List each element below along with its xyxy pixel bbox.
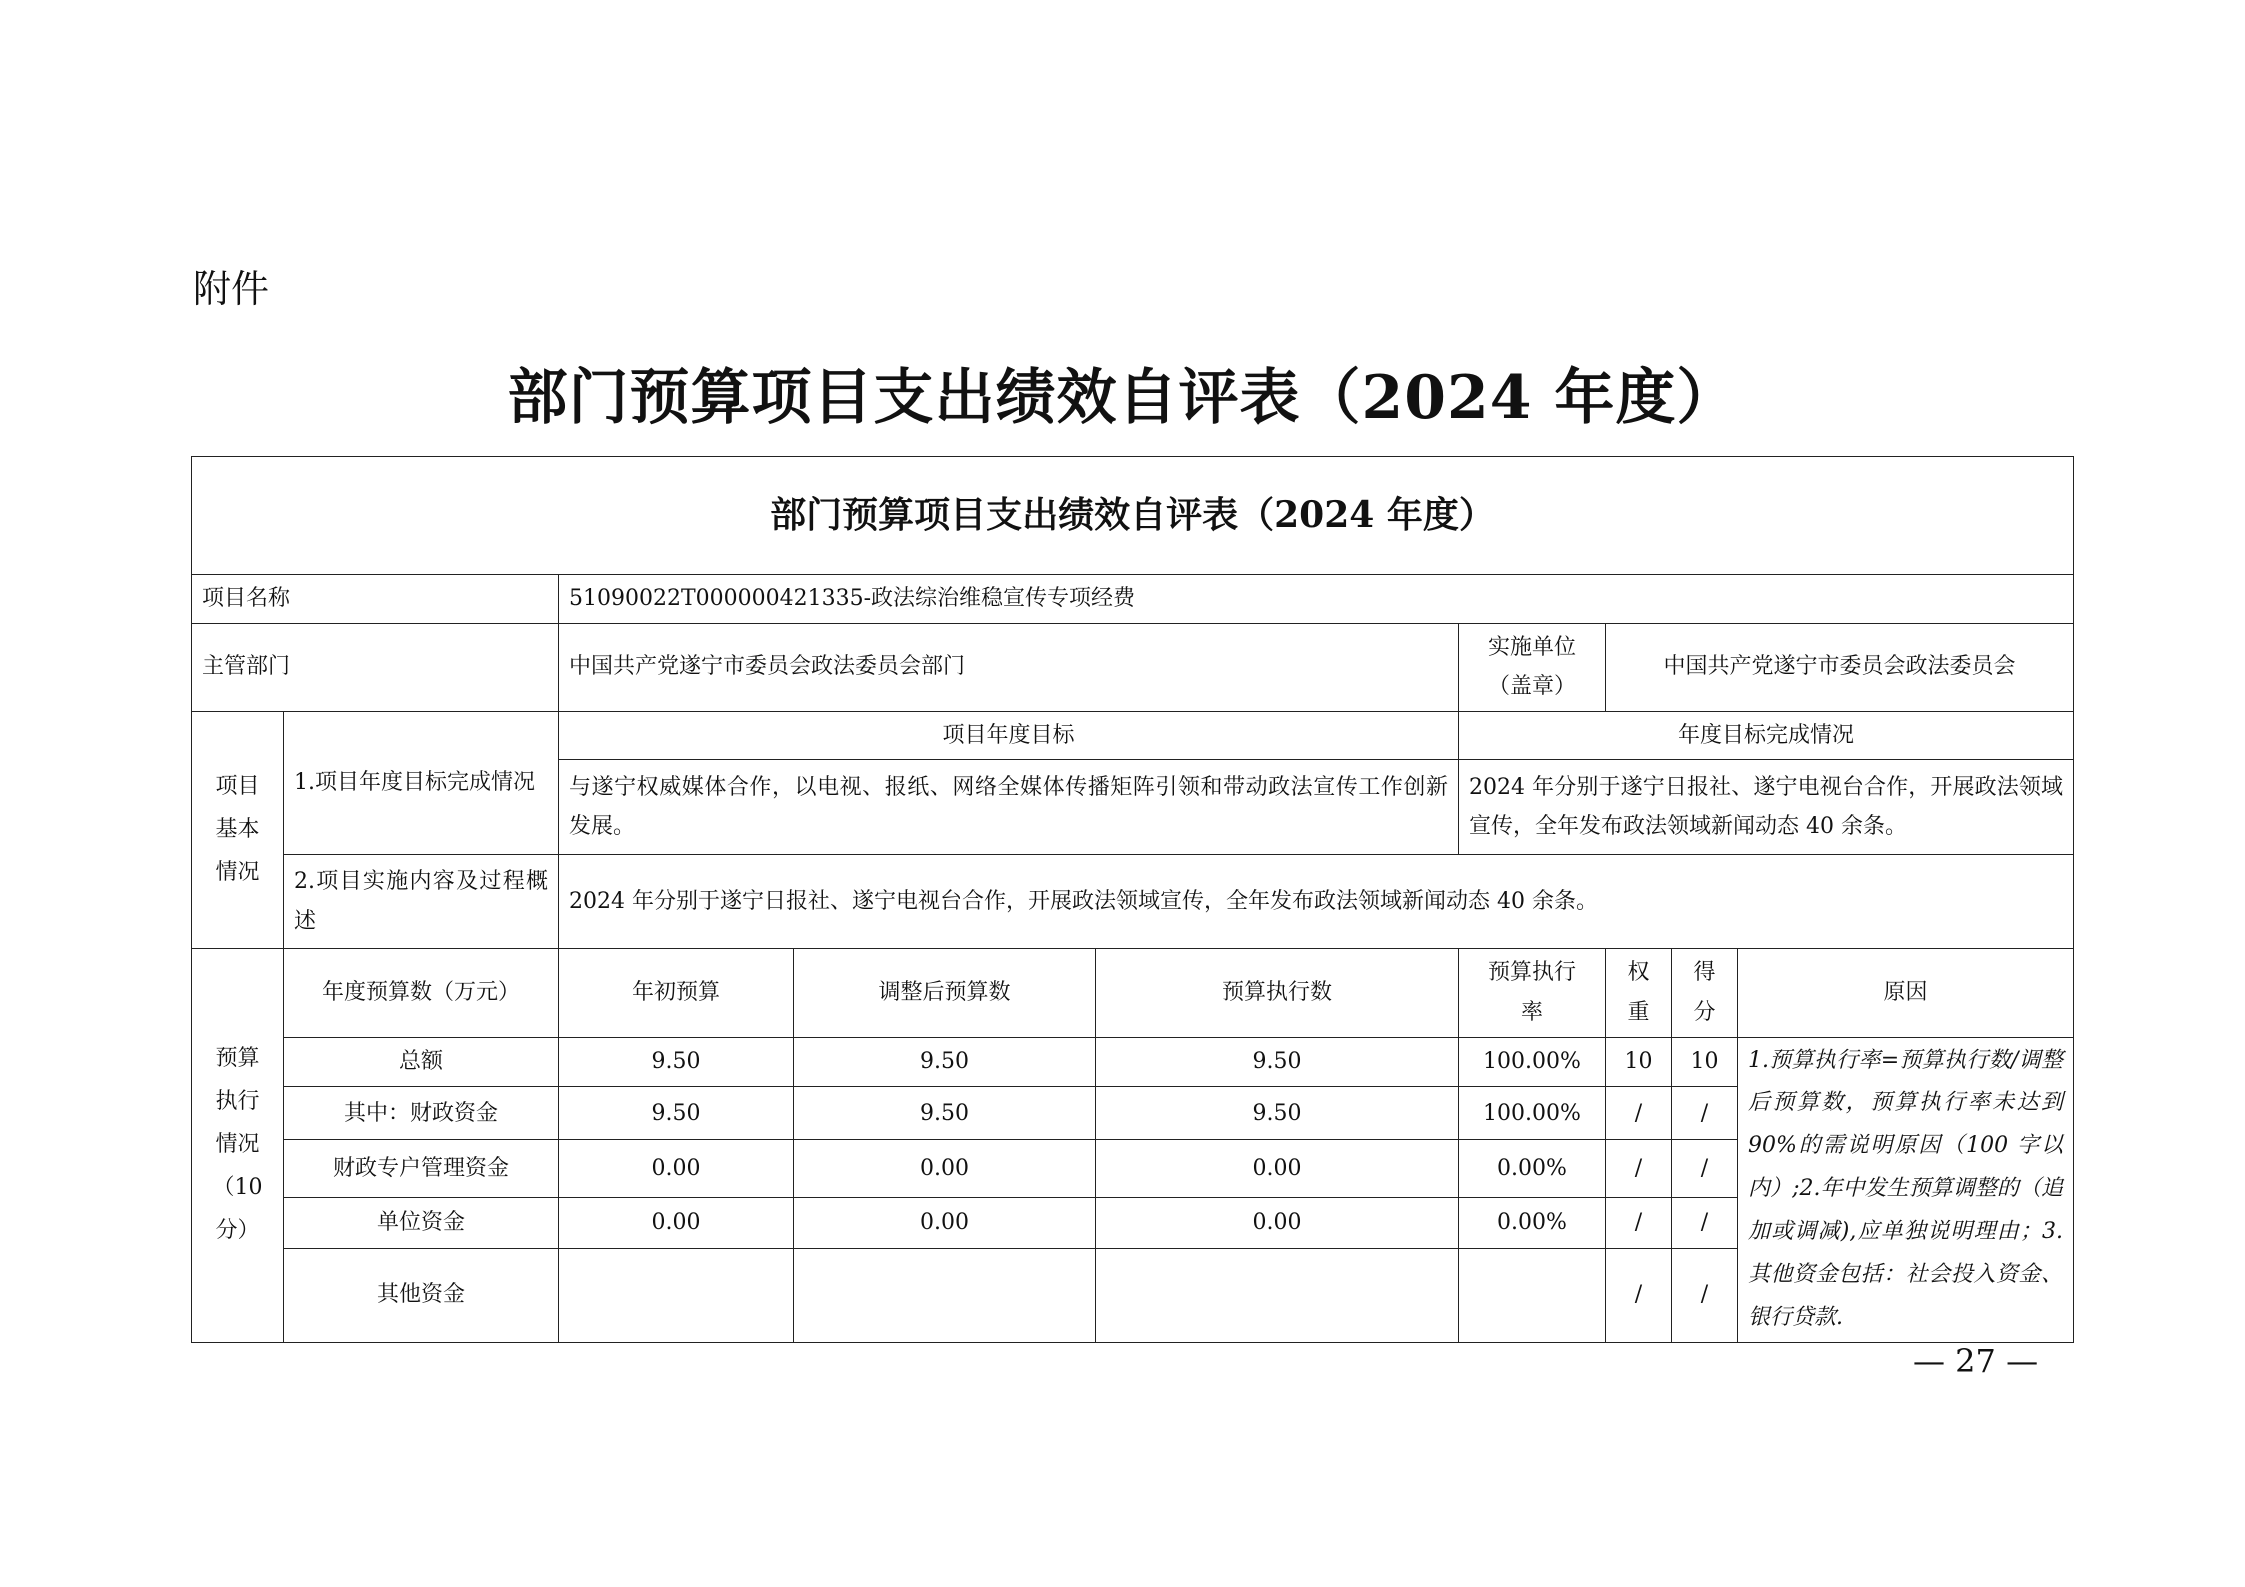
row-initial: 9.50 (559, 1087, 794, 1140)
basic-label-line: 基本 (215, 816, 260, 842)
impl-unit-value: 中国共产党遂宁市委员会政法委员会 (1606, 623, 2074, 711)
header-adjusted: 调整后预算数 (794, 949, 1096, 1037)
header-rate-line2: 率 (1520, 999, 1543, 1025)
budget-label-line: 执行 (215, 1089, 260, 1115)
row-rate: 100.00% (1459, 1037, 1606, 1087)
attachment-label: 附件 (193, 267, 270, 311)
row-adjusted: 9.50 (794, 1037, 1096, 1087)
row-initial: 9.50 (559, 1037, 794, 1087)
project-name-value: 51090022T000000421335-政法综治维稳宣传专项经费 (559, 575, 2074, 624)
basic-label-line: 项目 (215, 773, 260, 799)
page-title: 部门预算项目支出绩效自评表（2024 年度） (507, 363, 1738, 433)
header-annual-budget: 年度预算数（万元） (284, 949, 559, 1037)
row-executed: 0.00 (1096, 1197, 1459, 1248)
row-weight: 10 (1606, 1037, 1672, 1087)
row-name: 总额 (284, 1037, 559, 1087)
row-name: 其中：财政资金 (284, 1087, 559, 1140)
row-initial (559, 1248, 794, 1342)
reason-text: 1.预算执行率=预算执行数/调整后预算数，预算执行率未达到90%的需说明原因（100 字以内）;2.年中发生预算调整的（追加或调减),应单独说明理由；3.其他资金包括：社会投入资金、银行贷款. (1738, 1037, 2074, 1342)
page-number: — 27 — (1913, 1342, 2039, 1380)
budget-label-line: （10 (212, 1175, 263, 1201)
budget-label-line: 情况 (215, 1132, 260, 1158)
row-weight: / (1606, 1140, 1672, 1197)
row-adjusted: 0.00 (794, 1197, 1096, 1248)
header-reason: 原因 (1738, 949, 2074, 1037)
row-rate: 0.00% (1459, 1197, 1606, 1248)
header-rate-line1: 预算执行 (1487, 960, 1576, 986)
budget-execution-label (192, 949, 284, 1342)
self-evaluation-table (191, 456, 2074, 1343)
row-weight: / (1606, 1197, 1672, 1248)
row-executed (1096, 1248, 1459, 1342)
header-initial: 年初预算 (559, 949, 794, 1037)
row-rate: 0.00% (1459, 1140, 1606, 1197)
implementation-label: 2.项目实施内容及过程概述 (284, 855, 559, 949)
row-name: 其他资金 (284, 1248, 559, 1342)
header-weight-line2: 重 (1627, 999, 1650, 1025)
row-name: 财政专户管理资金 (284, 1140, 559, 1197)
row-rate: 100.00% (1459, 1087, 1606, 1140)
impl-unit-label (1459, 623, 1606, 711)
row-executed: 0.00 (1096, 1140, 1459, 1197)
budget-label-line: 预算 (215, 1046, 260, 1072)
row-adjusted: 9.50 (794, 1087, 1096, 1140)
row-weight: / (1606, 1248, 1672, 1342)
row-executed: 9.50 (1096, 1037, 1459, 1087)
row-initial: 0.00 (559, 1140, 794, 1197)
header-executed: 预算执行数 (1096, 949, 1459, 1037)
annual-goal-text: 与遂宁权威媒体合作，以电视、报纸、网络全媒体传播矩阵引领和带动政法宣传工作创新发展。 (559, 760, 1459, 855)
annual-goal-header: 项目年度目标 (559, 711, 1459, 760)
header-rate (1459, 949, 1606, 1037)
goal-completion-header: 年度目标完成情况 (1459, 711, 2074, 760)
basic-info-label (192, 711, 284, 949)
row-score: / (1672, 1087, 1738, 1140)
row-rate (1459, 1248, 1606, 1342)
row-score: 10 (1672, 1037, 1738, 1087)
table-title: 部门预算项目支出绩效自评表（2024 年度） (192, 457, 2074, 575)
row-name: 单位资金 (284, 1197, 559, 1248)
implementation-text: 2024 年分别于遂宁日报社、遂宁电视台合作，开展政法领域宣传，全年发布政法领域新闻动态 40 余条。 (559, 855, 2074, 949)
project-name-label: 项目名称 (192, 575, 559, 624)
budget-label-line: 分） (215, 1217, 260, 1243)
row-initial: 0.00 (559, 1197, 794, 1248)
header-weight-line1: 权 (1627, 960, 1650, 986)
basic-label-line: 情况 (215, 859, 260, 885)
table-row (192, 1037, 2074, 1087)
header-weight (1606, 949, 1672, 1037)
department-label: 主管部门 (192, 623, 559, 711)
row-executed: 9.50 (1096, 1087, 1459, 1140)
header-score-line2: 分 (1693, 999, 1716, 1025)
goal-completion-label: 1.项目年度目标完成情况 (284, 711, 559, 855)
header-score (1672, 949, 1738, 1037)
row-score: / (1672, 1248, 1738, 1342)
impl-unit-label-line2: （盖章） (1487, 674, 1576, 700)
goal-completion-text: 2024 年分别于遂宁日报社、遂宁电视台合作，开展政法领域宣传，全年发布政法领域新闻动态 40 余条。 (1459, 760, 2074, 855)
row-weight: / (1606, 1087, 1672, 1140)
row-adjusted: 0.00 (794, 1140, 1096, 1197)
department-value: 中国共产党遂宁市委员会政法委员会部门 (559, 623, 1459, 711)
row-score: / (1672, 1140, 1738, 1197)
impl-unit-label-line1: 实施单位 (1487, 634, 1576, 660)
header-score-line1: 得 (1693, 960, 1716, 986)
row-score: / (1672, 1197, 1738, 1248)
row-adjusted (794, 1248, 1096, 1342)
